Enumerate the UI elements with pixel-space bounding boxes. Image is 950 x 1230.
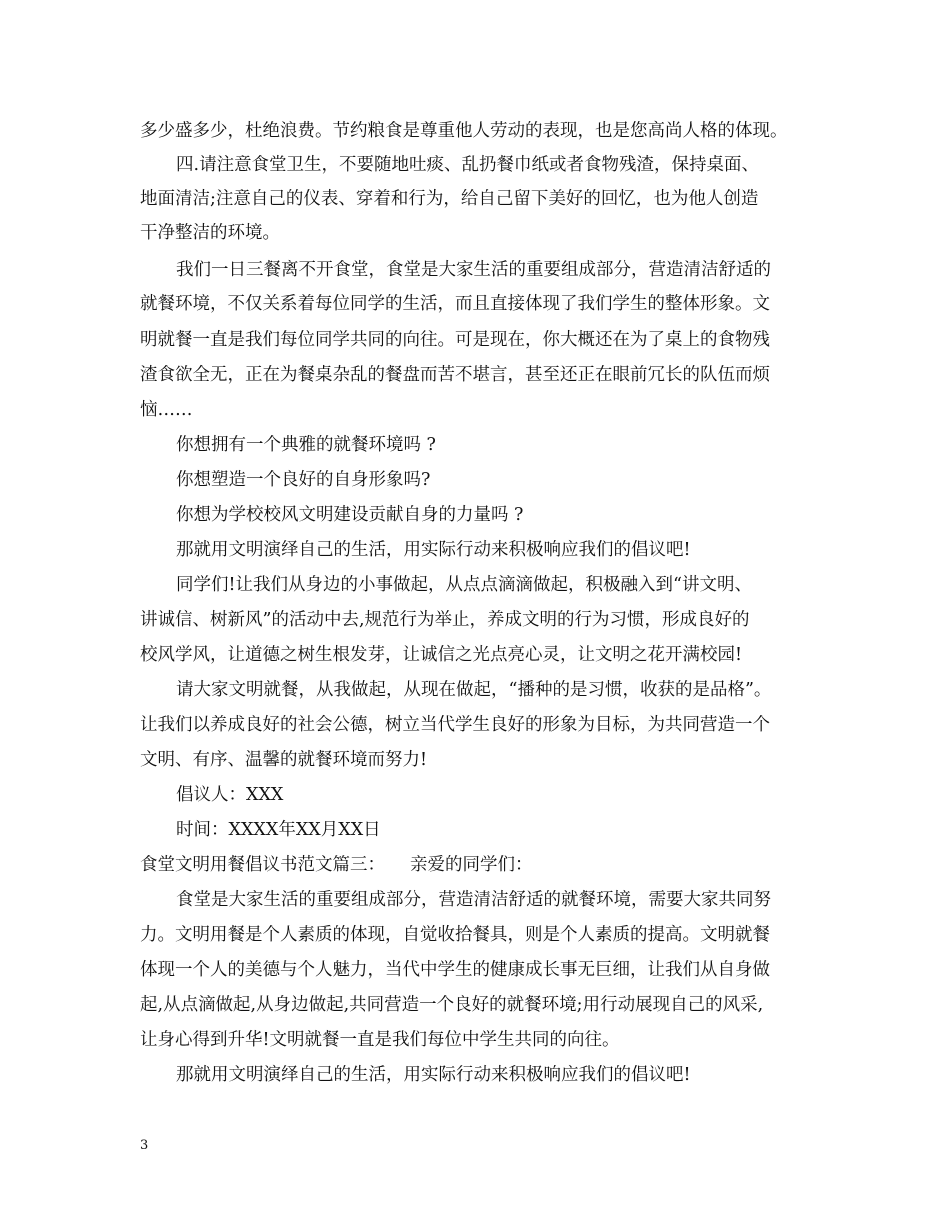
text-line: 食堂是大家生活的重要组成部分，营造清洁舒适的就餐环境，需要大家共同努 [176,890,771,910]
text-line: 体现一个人的美德与个人魅力，当代中学生的健康成长事无巨细，让我们从自身做 [140,960,770,980]
text-line: 你想拥有一个典雅的就餐环境吗 ? [176,435,436,455]
text-line: 力。文明用餐是个人素质的体现，自觉收拾餐具，则是个人素质的提高。文明就餐 [140,925,770,945]
text-line: 就餐环境，不仅关系着每位同学的生活，而且直接体现了我们学生的整体形象。文 [140,294,770,314]
text-line: 明就餐一直是我们每位同学共同的向往。可是现在，你大概还在为了桌上的食物残 [140,330,770,350]
text-line: 校风学风，让道德之树生根发芽，让诚信之光点亮心灵，让文明之花开满校园! [140,645,743,665]
text-line: 多少盛多少，杜绝浪费。节约粮食是尊重他人劳动的表现，也是您高尚人格的体现。 [140,121,788,141]
text-line: 讲诚信、树新风”的活动中去,规范行为举止，养成文明的行为习惯，形成良好的 [140,610,750,630]
salutation: 亲爱的同学们： [410,855,533,875]
text-line: 你想塑造一个良好的自身形象吗? [176,470,431,490]
text-line: 渣食欲全无，正在为餐桌杂乱的餐盘而苦不堪言，甚至还正在眼前冗长的队伍而烦 [140,365,770,385]
text-line: 干净整洁的环境。 [140,223,280,243]
text-line: 起,从点滴做起,从身边做起,共同营造一个良好的就餐环境;用行动展现自己的风采, [140,995,764,1015]
text-line: 我们一日三餐离不开食堂，食堂是大家生活的重要组成部分，营造清洁舒适的 [176,260,771,280]
text-line: 恼…… [140,400,193,420]
text-line: 倡议人：XXX [176,785,284,805]
text-line: 地面清洁;注意自己的仪表、穿着和行为，给自己留下美好的回忆，也为他人创造 [140,189,759,209]
text-line: 时间：XXXX年XX月XX日 [176,820,381,840]
text-line: 四.请注意食堂卫生，不要随地吐痰、乱扔餐巾纸或者食物残渣，保持桌面、 [176,155,760,175]
text-line: 让身心得到升华!文明就餐一直是我们每位中学生共同的向往。 [140,1030,620,1050]
text-line: 让我们以养成良好的社会公德，树立当代学生良好的形象为目标，为共同营造一个 [140,715,770,735]
page-number: 3 [140,1138,149,1153]
text-line: 那就用文明演绎自己的生活，用实际行动来积极响应我们的倡议吧! [176,1065,691,1085]
text-line: 你想为学校校风文明建设贡献自身的力量吗 ? [176,505,524,525]
section-heading: 食堂文明用餐倡议书范文篇三： [140,855,385,875]
text-line: 同学们!让我们从身边的小事做起，从点点滴滴做起，积极融入到“讲文明、 [176,575,752,595]
text-line: 文明、有序、温馨的就餐环境而努力! [140,750,428,770]
text-line: 请大家文明就餐，从我做起，从现在做起，“播种的是习惯，收获的是品格”。 [176,680,772,700]
text-line: 那就用文明演绎自己的生活，用实际行动来积极响应我们的倡议吧! [176,540,691,560]
